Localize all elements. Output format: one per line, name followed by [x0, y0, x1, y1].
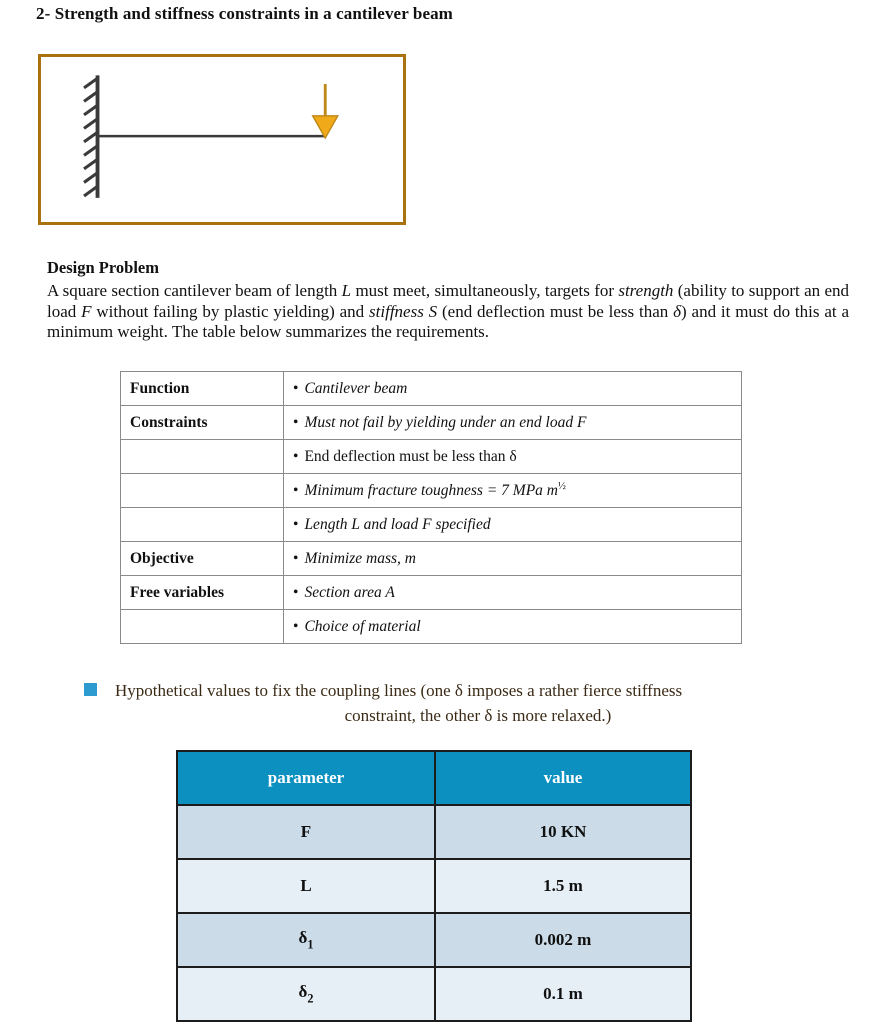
parameter-symbol: L	[300, 876, 312, 895]
requirement-value-text: • Length L and load F specified	[293, 516, 491, 533]
table-row	[121, 474, 742, 508]
cantilever-beam-drawing	[41, 57, 403, 222]
requirement-value-text: • Cantilever beam	[293, 380, 407, 397]
parameter-symbol: δ	[298, 981, 308, 1001]
requirement-value	[284, 576, 742, 610]
design-problem-heading: Design Problem	[47, 258, 159, 277]
requirement-value-text: • End deflection must be less than δ	[293, 448, 517, 465]
para-var-delta: δ	[673, 301, 682, 321]
parameter-value-cell: 0.002 m	[435, 913, 691, 967]
parameter-subscript: 1	[307, 937, 314, 952]
note-line-1: Hypothetical values to fix the coupling lines (one δ imposes a rather fierce stiffness	[115, 681, 683, 700]
requirement-value	[284, 542, 742, 576]
para-var-L: L	[341, 281, 352, 300]
table-row	[121, 508, 742, 542]
requirement-value-text: • Minimum fracture toughness = 7 MPa m	[293, 482, 558, 499]
para-em-strength: strength	[618, 281, 674, 300]
requirement-value-text: • Minimize mass, m	[293, 550, 416, 567]
requirement-label: Function	[121, 372, 284, 406]
requirement-label	[121, 474, 284, 508]
parameter-table-head	[177, 751, 691, 805]
page-title: 2- Strength and stiffness constraints in a cantilever beam	[36, 4, 453, 23]
parameter-value-cell: 10 KN	[435, 805, 691, 859]
para-part-1: A square section cantilever beam of length	[47, 281, 342, 300]
para-part-5: (end deflection must be less than	[437, 301, 674, 321]
requirements-table	[120, 371, 742, 644]
parameter-name-cell	[177, 859, 435, 913]
exponent-half: ½	[558, 481, 566, 493]
requirement-value	[284, 474, 742, 508]
requirement-label	[121, 508, 284, 542]
table-row	[177, 859, 691, 913]
para-part-6: ) and it must do this at a minimum weight. The table below summarizes the requirements.	[47, 301, 849, 341]
requirement-value	[284, 406, 742, 440]
para-var-F: F	[81, 301, 92, 321]
parameter-table-header-row	[177, 751, 691, 805]
parameter-name-cell	[177, 805, 435, 859]
parameter-subscript: 2	[307, 991, 314, 1006]
load-arrow-icon	[313, 116, 338, 138]
cantilever-beam-figure	[38, 54, 406, 225]
table-row	[177, 967, 691, 1021]
header-value: value	[435, 751, 691, 805]
para-part-2: must meet, simultaneously, targets for	[351, 281, 619, 300]
table-row	[121, 576, 742, 610]
design-problem-paragraph	[47, 281, 849, 343]
para-part-4: without failing by plastic yielding) and	[91, 301, 370, 321]
requirement-label: Free variables	[121, 576, 284, 610]
parameter-symbol: δ	[298, 927, 308, 947]
header-parameter: parameter	[177, 751, 435, 805]
requirement-value	[284, 372, 742, 406]
parameter-name-cell	[177, 967, 435, 1021]
parameter-values-table	[176, 750, 692, 1022]
parameter-name-cell	[177, 913, 435, 967]
requirement-label	[121, 440, 284, 474]
table-row	[177, 913, 691, 967]
note-line-2: constraint, the other δ is more relaxed.)	[344, 706, 612, 725]
parameter-value-cell: 1.5 m	[435, 859, 691, 913]
requirement-value-text: • Section area A	[293, 584, 395, 601]
parameter-value-cell: 0.1 m	[435, 967, 691, 1021]
para-part-3: (ability to support an end load	[47, 281, 849, 321]
parameter-table-body	[177, 805, 691, 1021]
table-row	[121, 610, 742, 644]
para-em-stiffness: stiffness S	[369, 301, 438, 321]
table-row	[121, 372, 742, 406]
requirement-value-text: • Must not fail by yielding under an end load F	[293, 414, 586, 431]
parameter-symbol: F	[300, 822, 312, 841]
requirements-table-body	[121, 372, 742, 644]
note-text	[115, 678, 841, 728]
blue-square-bullet-icon	[84, 683, 97, 696]
requirement-label	[121, 610, 284, 644]
table-row	[121, 542, 742, 576]
table-row	[121, 406, 742, 440]
requirement-value	[284, 440, 742, 474]
table-row	[121, 440, 742, 474]
table-row	[177, 805, 691, 859]
requirement-label: Objective	[121, 542, 284, 576]
requirement-value	[284, 610, 742, 644]
requirement-value-text: • Choice of material	[293, 618, 421, 635]
wall-hatching-icon	[84, 78, 98, 196]
requirement-value	[284, 508, 742, 542]
requirement-label: Constraints	[121, 406, 284, 440]
